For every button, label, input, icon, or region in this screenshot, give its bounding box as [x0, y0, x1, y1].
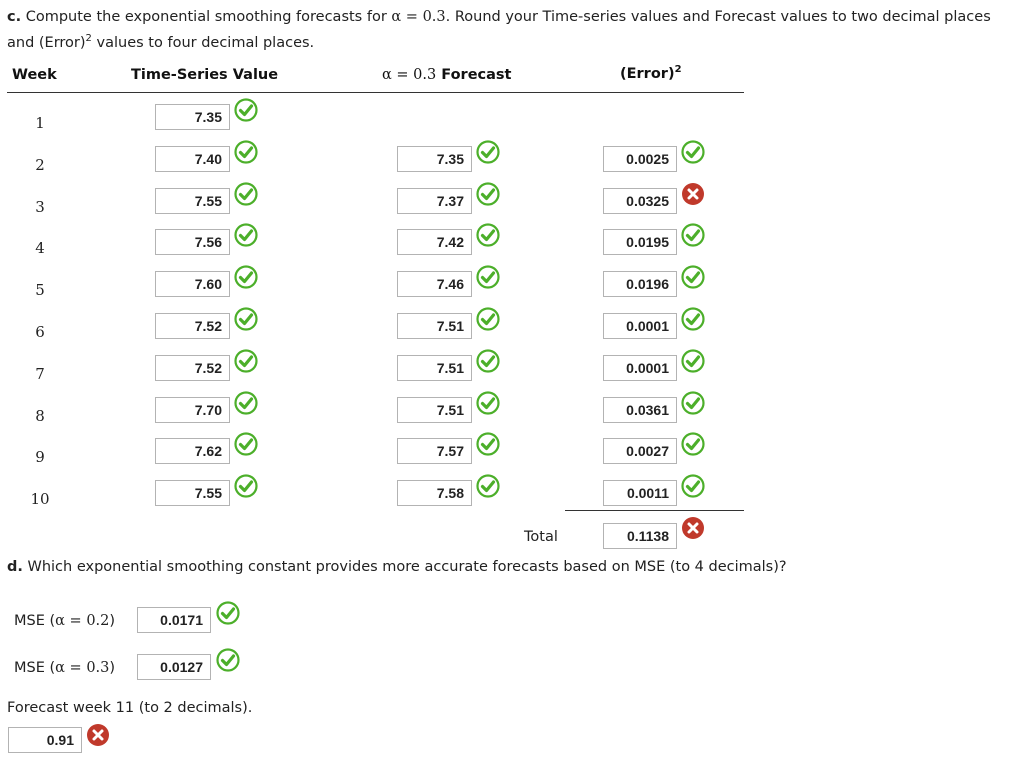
forecast-value-input[interactable] — [397, 229, 472, 255]
forecast-week-11-prompt: Forecast week 11 (to 2 decimals). — [7, 700, 253, 716]
error-squared-input[interactable] — [603, 229, 677, 255]
time-series-value-input[interactable] — [155, 229, 230, 255]
mse-row-alpha-0-3 — [14, 660, 115, 676]
forecast-value-input[interactable] — [397, 438, 472, 464]
week-number: 4 — [35, 239, 45, 257]
green-checkmark-icon — [681, 223, 705, 247]
error-squared-input[interactable] — [603, 355, 677, 381]
part-c-line2-pre: and (Error) — [7, 34, 86, 51]
time-series-value-input[interactable] — [155, 104, 230, 130]
total-divider — [565, 510, 744, 511]
error-squared-input[interactable] — [603, 438, 677, 464]
week-number: 2 — [35, 156, 45, 174]
part-c-line2-post: values to four decimal places. — [91, 34, 315, 51]
mse-label: MSE ( — [14, 613, 56, 629]
part-c-question-pre: Compute the exponential smoothing forecasts for — [25, 9, 387, 25]
week-number: 7 — [35, 365, 45, 383]
part-d-question — [7, 559, 787, 575]
part-d-letter: d. — [7, 559, 23, 575]
header-forecast-alpha: α = 0.3 — [382, 67, 437, 83]
forecast-value-input[interactable] — [397, 188, 472, 214]
green-checkmark-icon — [681, 349, 705, 373]
green-checkmark-icon — [681, 307, 705, 331]
green-checkmark-icon — [234, 182, 258, 206]
header-error-squared — [620, 64, 682, 82]
week-number: 8 — [35, 407, 45, 425]
time-series-value-input[interactable] — [155, 480, 230, 506]
week-number: 6 — [35, 323, 45, 341]
green-checkmark-icon — [476, 349, 500, 373]
forecast-value-input[interactable] — [397, 397, 472, 423]
green-checkmark-icon — [216, 601, 240, 625]
time-series-value-input[interactable] — [155, 355, 230, 381]
header-divider — [7, 92, 744, 93]
header-forecast-label: Forecast — [436, 67, 512, 83]
green-checkmark-icon — [234, 307, 258, 331]
forecast-value-input[interactable] — [397, 146, 472, 172]
green-checkmark-icon — [681, 265, 705, 289]
header-week: Week — [12, 67, 57, 83]
red-x-icon — [86, 723, 110, 747]
green-checkmark-icon — [681, 474, 705, 498]
green-checkmark-icon — [476, 265, 500, 289]
green-checkmark-icon — [216, 648, 240, 672]
error-squared-input[interactable] — [603, 146, 677, 172]
mse-alpha-0-3-input[interactable] — [137, 654, 211, 680]
error-squared-input[interactable] — [603, 480, 677, 506]
time-series-value-input[interactable] — [155, 438, 230, 464]
header-forecast — [382, 67, 512, 83]
forecast-value-input[interactable] — [397, 355, 472, 381]
forecast-week-11-input[interactable] — [8, 727, 82, 753]
error-squared-input[interactable] — [603, 397, 677, 423]
mse-close: ) — [109, 613, 116, 629]
header-time-series: Time-Series Value — [131, 67, 279, 83]
part-c-line2-sup: 2 — [85, 33, 92, 44]
mse-alpha: α = 0.3 — [55, 660, 110, 676]
green-checkmark-icon — [681, 432, 705, 456]
part-c-question-line2 — [7, 29, 314, 53]
total-label: Total — [524, 529, 558, 545]
green-checkmark-icon — [476, 223, 500, 247]
part-c-question — [7, 5, 1022, 29]
green-checkmark-icon — [476, 432, 500, 456]
green-checkmark-icon — [681, 391, 705, 415]
mse-label: MSE ( — [14, 660, 56, 676]
mse-close: ) — [109, 660, 116, 676]
green-checkmark-icon — [234, 140, 258, 164]
green-checkmark-icon — [234, 391, 258, 415]
red-x-icon — [681, 516, 705, 540]
week-number: 5 — [35, 281, 45, 299]
forecast-value-input[interactable] — [397, 313, 472, 339]
forecast-value-input[interactable] — [397, 480, 472, 506]
green-checkmark-icon — [476, 307, 500, 331]
week-number: 1 — [35, 114, 45, 132]
green-checkmark-icon — [234, 474, 258, 498]
green-checkmark-icon — [234, 223, 258, 247]
green-checkmark-icon — [681, 140, 705, 164]
forecast-value-input[interactable] — [397, 271, 472, 297]
green-checkmark-icon — [476, 391, 500, 415]
green-checkmark-icon — [476, 182, 500, 206]
time-series-value-input[interactable] — [155, 188, 230, 214]
green-checkmark-icon — [476, 474, 500, 498]
part-c-question-post: . Round your Time-series values and Forecast values to two decimal places — [445, 9, 991, 25]
green-checkmark-icon — [234, 265, 258, 289]
time-series-value-input[interactable] — [155, 397, 230, 423]
header-error-sup: 2 — [674, 64, 682, 75]
error-squared-input[interactable] — [603, 271, 677, 297]
part-d-question-text: Which exponential smoothing constant provides more accurate forecasts based on MSE (to 4 decimals)? — [27, 559, 787, 575]
green-checkmark-icon — [476, 140, 500, 164]
mse-row-alpha-0-2 — [14, 613, 115, 629]
error-squared-input[interactable] — [603, 313, 677, 339]
mse-alpha: α = 0.2 — [55, 613, 110, 629]
mse-alpha-0-2-input[interactable] — [137, 607, 211, 633]
time-series-value-input[interactable] — [155, 146, 230, 172]
week-number: 9 — [35, 448, 45, 466]
part-c-letter: c. — [7, 9, 22, 25]
total-input[interactable] — [603, 523, 677, 549]
week-number: 3 — [35, 198, 45, 216]
green-checkmark-icon — [234, 432, 258, 456]
error-squared-input[interactable] — [603, 188, 677, 214]
time-series-value-input[interactable] — [155, 271, 230, 297]
green-checkmark-icon — [234, 349, 258, 373]
time-series-value-input[interactable] — [155, 313, 230, 339]
header-error-label: (Error) — [620, 65, 675, 82]
green-checkmark-icon — [234, 98, 258, 122]
week-number: 10 — [30, 490, 50, 508]
part-c-alpha: α = 0.3 — [391, 9, 446, 25]
red-x-icon — [681, 182, 705, 206]
